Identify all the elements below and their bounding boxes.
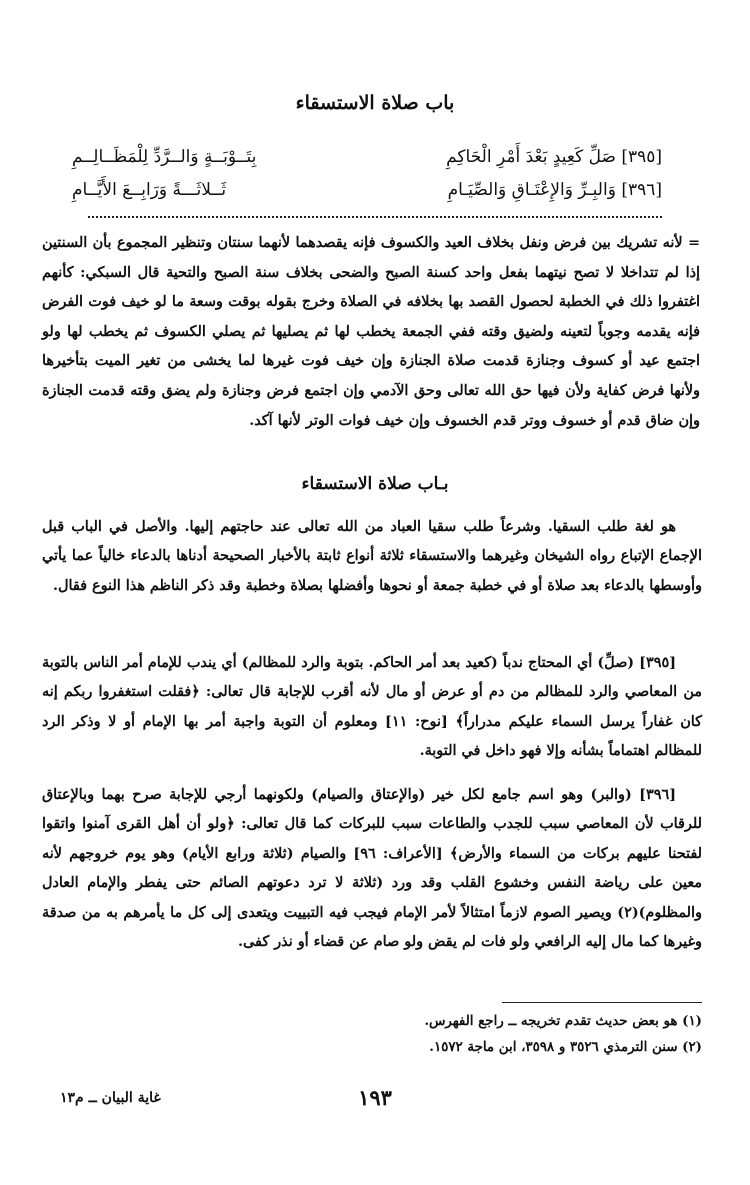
page-number: ١٩٣ bbox=[358, 1085, 392, 1110]
paragraph-text: هو لغة طلب السقيا. وشرعاً طلب سقيا العباد من الله تعالى عند حاجتهم إليها. والأصل في الباب قبل الإجماع الإتباع رواه الشيخان وغيرهما والاستسقاء ثلاثة أنواع ثابتة بالأخبار الصحيحة أدناها بالدعاء خالياً عما يأتي وأوسطها بالدعاء بعد صلاة أو في خطبة جمعة أو نحوها وأفضلها بصلاة وخطبة وقد ذكر الناظم هذا النوع فقال. bbox=[42, 518, 702, 594]
footnotes bbox=[42, 1008, 702, 1060]
intro-paragraph bbox=[42, 512, 702, 600]
poem-verse-395 bbox=[72, 143, 662, 171]
verse-396-first-hemistich: [٣٩٦] وَالبِـرِّ وَالإِعْتَـاقِ وَالصِّيَـامِ bbox=[447, 180, 662, 200]
section-title: بـاب صلاة الاستسقاء bbox=[301, 474, 449, 494]
chapter-title: باب صلاة الاستسقاء bbox=[295, 92, 455, 114]
paragraph-text: [٣٩٥] (صلِّ) أي المحتاج ندباً (كعيد بعد أمر الحاكم. بتوبة والرد للمظالم) أي يندب للإمام أمر الناس بالتوبة من المعاصي والرد للمظالم من دم أو عرض أو مال لأنه أقرب للإجابة قال تعالى: ﴿فقلت استغفروا ربكم إنه كان غفاراً يرسل السماء عليكم مدراراً﴾ [نوح: ١١] ومعلوم أن التوبة واجبة أمر بها الإمام أو لا وذكر الرد للمظالم اهتماماً بشأنه وإلا فهو داخل في التوبة. bbox=[42, 654, 702, 760]
paragraph-text: [٣٩٦] (والبر) وهو اسم جامع لكل خير (والإعتاق والصيام) ولكونهما أرجي للإجابة صرح بهما وبالإعتاق للرقاب لأن المعاصي سبب للجدب والطاعات سبب للبركات كما قال تعالى: ﴿ولو أن أهل القرى آمنوا واتقوا لفتحنا عليهم بركات من السماء والأرض﴾ [الأعراف: ٩٦] والصيام (ثلاثة ورابع الأيام) وهو يوم خروجهم لأنه معين على رياضة النفس وخشوع القلب وقد ورد (ثلاثة لا ترد دعوتهم الصائم حتى يفطر والإمام العادل والمظلوم)(٢) ويصير الصوم لازماً امتثالاً لأمر الإمام فيجب فيه التبييت ويتعدى إلى كل ما يأمرهم به من صدقة وغيرها كما مال إليه الرافعي ولو فات لم يقض ولو صام عن قضاء أو نذر كفى. bbox=[42, 786, 702, 951]
poem-verse-396 bbox=[72, 176, 662, 204]
footnote-1: (١) هو بعض حديث تقدم تخريجه ــ راجع الفهرس. bbox=[424, 1013, 702, 1029]
footnote-2: (٢) سنن الترمذي ٣٥٢٦ و ٣٥٩٨، ابن ماجة ١٥٧٢. bbox=[429, 1039, 702, 1055]
footnote-rule bbox=[502, 1002, 702, 1003]
continued-commentary bbox=[42, 228, 700, 435]
explanation-395 bbox=[42, 648, 702, 766]
explanation-396 bbox=[42, 780, 702, 956]
verse-395-first-hemistich: [٣٩٥] صَلِّ كَعِيدٍ بَعْدَ أَمْرِ الْحَاكِمِ bbox=[446, 147, 662, 167]
verse-395-second-hemistich: بِتَــوْبَــةٍ وَالــرَّدِّ لِلْمَظَــالِــمِ bbox=[72, 147, 257, 167]
verse-396-second-hemistich: ثَــلاثَـــةً وَرَابِــعَ الأَيَّــامِ bbox=[72, 180, 227, 200]
running-footer: غاية البيان ــ م١٣ bbox=[60, 1090, 161, 1106]
commentary-text: = لأنه تشريك بين فرض ونفل بخلاف العيد والكسوف فإنه يقصدهما لأنهما سنتان وتنظير المجموع بأن السنتين إذا لم تتداخلا لا تصح نيتهما بفعل واحد كسنة الصبح والضحى بخلاف سنة الصبح والتحية قال السبكي: كأنهم اغتفروا ذلك في الخطبة لحصول القصد بها بخلافه في الصلاة وخرج بقوله بوقت وسعة ما لو خيف فوت الفرض فإنه يقدمه وجوباً لتعينه ولضيق وقته ففي الجمعة يخطب لها ثم يصليها ثم يصلي الكسوف ثم يخطب لها ولو اجتمع عيد أو كسوف وجنازة قدمت صلاة الجنازة وإن خيف فوت غيرها لما يخشى من تغير الميت بتأخيرها ولأنها فرض كفاية ولأن فيها حق الله تعالى وحق الآدمي وإن اجتمع فرض وجنازة ولم يضق وقته قدمت الجنازة وإن ضاق قدم أو خسوف ووتر قدم الخسوف وإن خيف فوات الوتر لأنها آكد. bbox=[42, 234, 700, 429]
dotted-separator bbox=[88, 216, 662, 218]
